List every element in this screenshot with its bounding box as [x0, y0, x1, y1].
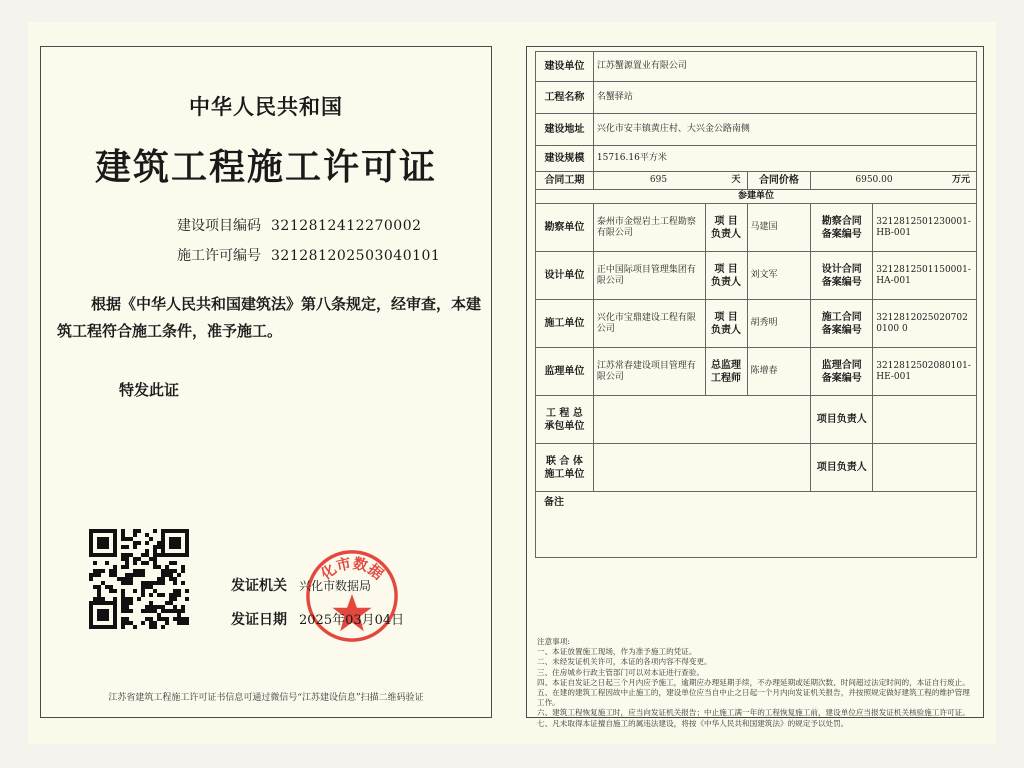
participant-row [536, 300, 977, 348]
participant-person: 胡秀明 [747, 300, 811, 348]
general-contractor-value [593, 396, 811, 444]
participant-role: 勘察单位 [536, 204, 594, 252]
note-item: 二、未经发证机关许可，本证的各项内容不得变更。 [537, 657, 712, 667]
table-row [536, 444, 977, 492]
joint-venture-value [593, 444, 811, 492]
participant-contract-no: 3212812501230001-HB-001 [873, 204, 977, 252]
table-row [536, 52, 977, 82]
participant-role: 设计单位 [536, 252, 594, 300]
issue-date-row [231, 609, 404, 629]
qr-code [89, 529, 189, 629]
participant-person: 刘文军 [747, 252, 811, 300]
official-seal [303, 547, 401, 645]
special-issue-text: 特发此证 [119, 381, 180, 399]
issuing-authority-row [231, 575, 371, 595]
table-row [536, 172, 977, 190]
builder-label: 建设单位 [536, 52, 594, 82]
table-row [536, 396, 977, 444]
approval-paragraph: 根据《中华人民共和国建筑法》第八条规定，经审查，本建筑工程符合施工条件，准予施工。 [57, 295, 482, 340]
participants-header: 参建单位 [536, 190, 977, 204]
participant-contract-label: 施工合同 备案编号 [811, 300, 873, 348]
remarks-cell [536, 492, 977, 558]
participant-person-label: 总监理 工程师 [705, 348, 747, 396]
project-name-value: 名蟹驿站 [593, 82, 976, 114]
country-name: 中华人民共和国 [189, 94, 343, 119]
participant-person: 马建国 [747, 204, 811, 252]
participant-contract-label: 监理合同 备案编号 [811, 348, 873, 396]
participant-company: 正中国际项目管理集团有限公司 [593, 252, 705, 300]
address-label: 建设地址 [536, 114, 594, 146]
participant-row [536, 204, 977, 252]
table-row [536, 146, 977, 172]
notes-section [537, 637, 977, 729]
details-table [535, 51, 977, 558]
participant-row [536, 252, 977, 300]
certificate-title: 建筑工程施工许可证 [94, 146, 437, 188]
price-value: 6950.00 [855, 175, 893, 185]
scale-label: 建设规模 [536, 146, 594, 172]
price-unit: 万元 [951, 175, 970, 185]
verification-footer: 江苏省建筑工程施工许可证书信息可通过微信号“江苏建设信息”扫描二维码验证 [108, 693, 424, 703]
notes-title: 注意事项: [537, 637, 570, 646]
project-code-label: 建设项目编码 [177, 218, 261, 234]
period-unit: 天 [731, 175, 741, 185]
participant-person-label: 项 目 负责人 [705, 204, 747, 252]
general-contractor-person-value [873, 396, 977, 444]
participant-contract-label: 设计合同 备案编号 [811, 252, 873, 300]
note-item: 七、凡未取得本证擅自施工的属违法建设，将按《中华人民共和国建筑法》的规定予以处罚。 [537, 718, 849, 728]
participant-contract-no: 3212812502080101-HE-001 [873, 348, 977, 396]
remarks-label: 备注 [544, 497, 564, 508]
note-item: 一、本证放置施工现场，作为准予施工的凭证。 [537, 647, 697, 657]
participant-company: 江苏常春建设项目管理有限公司 [593, 348, 705, 396]
project-code-value: 3212812412270002 [271, 218, 422, 234]
permit-number-value: 321281202503040101 [271, 248, 441, 264]
participant-company: 兴化市宝鼎建设工程有限公司 [593, 300, 705, 348]
participant-row [536, 348, 977, 396]
participant-role: 监理单位 [536, 348, 594, 396]
issuer-value: 兴化市数据局 [299, 579, 372, 593]
joint-venture-person-value [873, 444, 977, 492]
svg-text:化市数据: 化市数据 [317, 555, 387, 584]
participant-contract-no: 3212812501150001-HA-001 [873, 252, 977, 300]
price-cell [811, 172, 977, 190]
project-name-label: 工程名称 [536, 82, 594, 114]
builder-value: 江苏蟹源置业有限公司 [593, 52, 976, 82]
joint-venture-person-label: 项目负责人 [811, 444, 873, 492]
scale-value: 15716.16平方米 [593, 146, 976, 172]
price-label: 合同价格 [747, 172, 811, 190]
table-row [536, 190, 977, 204]
period-value: 695 [649, 175, 668, 185]
issuer-label: 发证机关 [231, 578, 287, 594]
note-item: 三、住房城乡行政主管部门可以对本证进行查验。 [537, 667, 705, 677]
project-code-row [177, 215, 422, 235]
certificate-front-page [40, 46, 492, 718]
participant-person-label: 项 目 负责人 [705, 252, 747, 300]
certificate-details-page [526, 46, 984, 728]
participant-role: 施工单位 [536, 300, 594, 348]
general-contractor-person-label: 项目负责人 [811, 396, 873, 444]
address-value: 兴化市安丰镇黄庄村、大兴金公路南侧 [593, 114, 976, 146]
table-row [536, 114, 977, 146]
note-item: 六、建筑工程恢复施工时，应当向发证机关报告；中止施工满一年的工程恢复施工前，建设单位应当报发证机关核验施工许可证。 [537, 708, 970, 718]
general-contractor-label: 工 程 总 承包单位 [536, 396, 594, 444]
note-item: 五、在建的建筑工程因故中止施工的，建设单位应当自中止之日起一个月内向发证机关报告，并按照规定做好建筑工程的维护管理工作。 [537, 688, 970, 708]
joint-venture-label: 联 合 体 施工单位 [536, 444, 594, 492]
table-row [536, 82, 977, 114]
participant-person: 陈增春 [747, 348, 811, 396]
note-item: 四、本证自发证之日起三个月内应予施工，逾期应办理延期手续，不办理延期或延期次数、时间超过法定时间的，本证自行废止。 [537, 677, 970, 687]
issue-date-label: 发证日期 [231, 612, 287, 628]
participant-contract-label: 勘察合同 备案编号 [811, 204, 873, 252]
participant-company: 泰州市金煜岩土工程勘察有限公司 [593, 204, 705, 252]
participant-person-label: 项 目 负责人 [705, 300, 747, 348]
table-row [536, 492, 977, 558]
issue-date-value: 2025年03月04日 [299, 613, 405, 628]
participant-contract-no: 32128120250207020100 0 [873, 300, 977, 348]
period-label: 合同工期 [536, 172, 594, 190]
permit-number-row [177, 245, 440, 265]
permit-number-label: 施工许可编号 [177, 248, 261, 264]
period-cell [593, 172, 747, 190]
